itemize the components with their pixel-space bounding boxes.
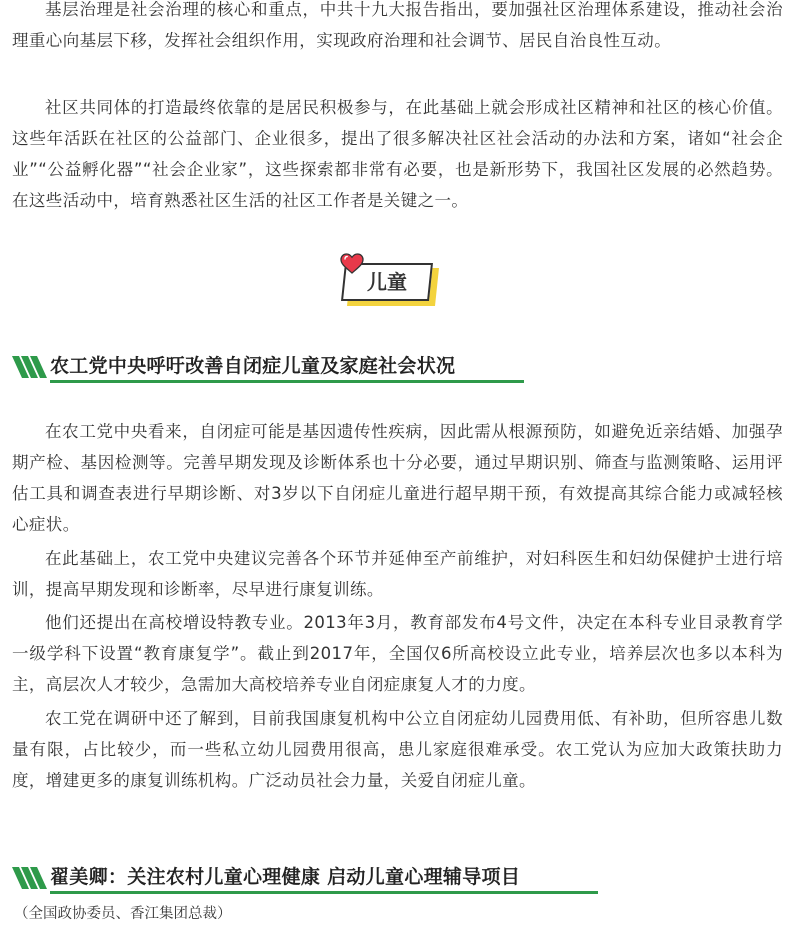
section2-underline: [50, 891, 598, 894]
section1-underline: [50, 380, 524, 383]
badge-label: 儿童: [367, 270, 407, 294]
section-badge: [340, 256, 440, 306]
section1-paragraph-4: 农工党在调研中还了解到，目前我国康复机构中公立自闭症幼儿园费用低、有补助，但所容患儿数量有限，占比较少，而一些私立幼儿园费用很高，患儿家庭很难承受。农工党认为应加大政策扶助力度，增建更多的康复训练机构。广泛动员社会力量，关爱自闭症儿童。: [12, 709, 783, 790]
intro-paragraph-1: 基层治理是社会治理的核心和重点，中共十九大报告指出，要加强社区治理体系建设，推动社会治理重心向基层下移，发挥社会组织作用，实现政府治理和社会调节、居民自治良性互动。: [12, 0, 783, 50]
heart-icon: [340, 253, 364, 275]
section1-title: 农工党中央呼吁改善自闭症儿童及家庭社会状况: [50, 355, 456, 377]
section1-paragraph-3: 他们还提出在高校增设特教专业。2013年3月，教育部发布4号文件，决定在本科专业目录教育学一级学科下设置“教育康复学”。截止到2017年，全国仅6所高校设立此专业，培养层次也多以本科为主，高层次人才较少，急需加大高校培养专业自闭症康复人才的力度。: [12, 613, 783, 694]
green-slash-stripes-icon: [12, 867, 48, 889]
section1-paragraph-2: 在此基础上，农工党中央建议完善各个环节并延伸至产前维护，对妇科医生和妇幼保健护士进行培训，提高早期发现和诊断率，尽早进行康复训练。: [12, 549, 783, 599]
green-slash-stripes-icon: [12, 356, 48, 378]
section2-subtitle: （全国政协委员、香江集团总裁）: [14, 906, 232, 922]
section1-paragraph-1: 在农工党中央看来，自闭症可能是基因遗传性疾病，因此需从根源预防，如避免近亲结婚、加强孕期产检、基因检测等。完善早期发现及诊断体系也十分必要，通过早期识别、筛查与监测策略、运用评估工具和调查表进行早期诊断、对3岁以下自闭症儿童进行超早期干预，有效提高其综合能力或减轻核心症状。: [12, 422, 783, 534]
section2-title: 翟美卿：关注农村儿童心理健康 启动儿童心理辅导项目: [50, 866, 521, 888]
intro-paragraph-2: 社区共同体的打造最终依靠的是居民积极参与，在此基础上就会形成社区精神和社区的核心价值。这些年活跃在社区的公益部门、企业很多，提出了很多解决社区社会活动的办法和方案，诸如“社会企业”“公益孵化器”“社会企业家”，这些探索都非常有必要，也是新形势下，我国社区发展的必然趋势。在这些活动中，培育熟悉社区生活的社区工作者是关键之一。: [12, 98, 783, 210]
